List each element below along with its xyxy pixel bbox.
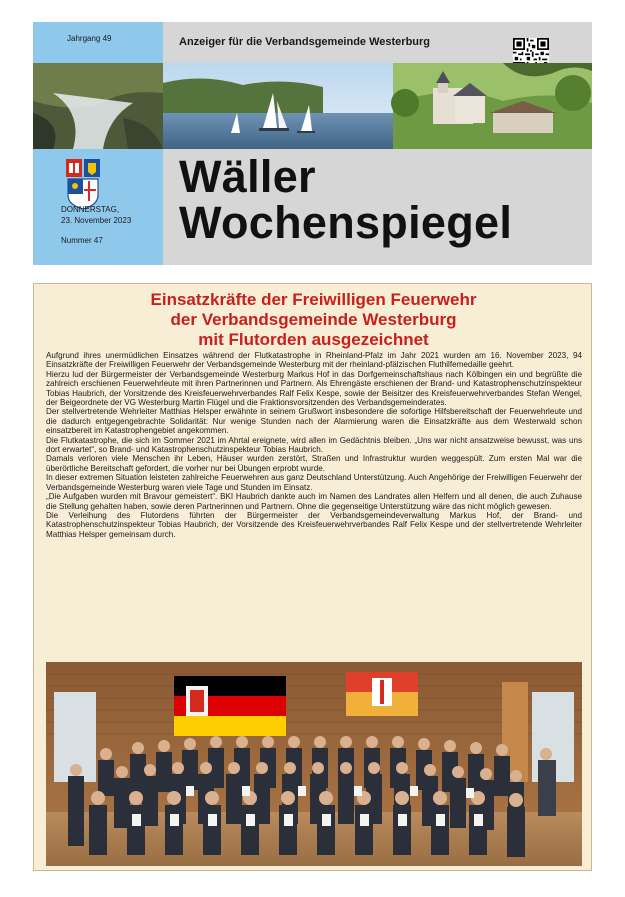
- article-paragraph: Aufgrund ihres unermüdlichen Einsatzes während der Flutkatastrophe in Rheinland-Pfalz im Jahr 2021 wurden am 16. November 2023, 94 Einsatzkräfte der Freiwilligen Feuerwehr der Verbandsgemeinde Westerburg mit der rheinland-pfälzischen Fluthilfemedaille geehrt.: [46, 351, 582, 370]
- article-paragraph: In dieser extremen Situation leisteten zahlreiche Feuerwehren aus ganz Deutschland Unterstützung. Auch Angehörige der Freiwilligen Feuerwehr der Verbandsgemeinde Westerburg waren viele Tage und Stunden im Einsatz.: [46, 473, 582, 492]
- article-paragraph: „Die Aufgaben wurden mit Bravour gemeistert“. BKI Haubrich dankte auch im Namen des Landrates allen Helfern und all denen, die auch Zuhause die Stellung gehalten haben, sowie deren Partnerinnen und Partnern. Ohne die gegenseitige Unterstützung wäre das nicht möglich gewesen.: [46, 492, 582, 511]
- article-paragraph: Hierzu lud der Bürgermeister der Verbandsgemeinde Westerburg Markus Hof in das Dorfgemeinschaftshaus nach Kölbingen ein und begrüßte die zahlreich erschienen Feuerwehrleute mit ihren Partnerinnen und Partnern. Als Ehrengäste erschienen der Brand- und Katastrophenschutzinspekteur Tobias Haubrich, der Vorsitzende des Kreisfeuerwehrverbandes Ralf Felix Kespe, sowie der Beisitzer des Kreisfeuerwehrverbandes Stefan Wengel, der Beigeordnete der VG Westerburg Martin Flügel und die Fraktionsvorsitzenden des Verbandsgemeinderates.: [46, 369, 582, 408]
- article-body: [46, 351, 582, 539]
- issue-number: Nummer 47: [61, 236, 103, 245]
- publication-date: [61, 204, 131, 226]
- article-box: [33, 283, 592, 871]
- publisher-subtitle: Anzeiger für die Verbandsgemeinde Westerburg: [179, 36, 431, 48]
- coat-of-arms-icon: [66, 159, 100, 209]
- volume-label: Jahrgang 49: [67, 34, 112, 43]
- landscape-photo-strip: [33, 63, 592, 149]
- masthead: [33, 22, 592, 265]
- article-paragraph: Die Verleihung des Flutordens führten der Bürgermeister der Verbandsgemeindeverwaltung Markus Hof, der Brand- und Katastrophenschutzinspekteur Tobias Haubrich, der Vorsitzende des Kreisfeuerwehrverbandes Ralf Felix Kespe und der stellvertretende Wehrleiter Matthias Helsper gemeinsam durch.: [46, 510, 582, 539]
- article-headline: [34, 290, 593, 350]
- group-photo: [46, 662, 582, 866]
- article-paragraph: Der stellvertretende Wehrleiter Matthias Helsper erwähnte in seinem Grußwort insbesondere die sofortige Hilfsbereitschaft der Feuerwehrleute und die dadurch entgegengebrachte Solidarität: Nur wenige Stunden nach der Alarmierung waren die Einsatzkräfte aus dem Westerwald schon einsatzbereit im Katastrophengebiet angekommen.: [46, 407, 582, 436]
- headline-line-1: Einsatzkräfte der Freiwilligen Feuerwehr: [150, 290, 477, 309]
- publication-date-value: 23. November 2023: [61, 216, 132, 225]
- publication-weekday: DONNERSTAG,: [61, 205, 120, 214]
- headline-line-2: der Verbandsgemeinde Westerburg: [170, 310, 457, 329]
- article-paragraph: Damals verloren viele Menschen ihr Leben, Häuser wurden zerstört, Straßen und Infrastruktur wurden weggespült. Zum ersten Mal war die überörtliche Bereitschaft gefordert, die vorher nur bei Übungen erprobt wurde.: [46, 454, 582, 473]
- title-line-2: Wochenspiegel: [179, 197, 513, 248]
- title-line-1: Wäller: [179, 151, 316, 202]
- article-paragraph: Die Flutkatastrophe, die sich im Sommer 2021 im Ahrtal ereignete, wird allen im Gedächtnis bleiben. „Uns war nicht ansatzweise bewusst, was uns dort erwartet“, so Brand- und Katastrophenschutzinspekteur Tobias Haubrich.: [46, 435, 582, 455]
- newspaper-title: [179, 151, 513, 248]
- headline-line-3: mit Flutorden ausgezeichnet: [198, 330, 429, 349]
